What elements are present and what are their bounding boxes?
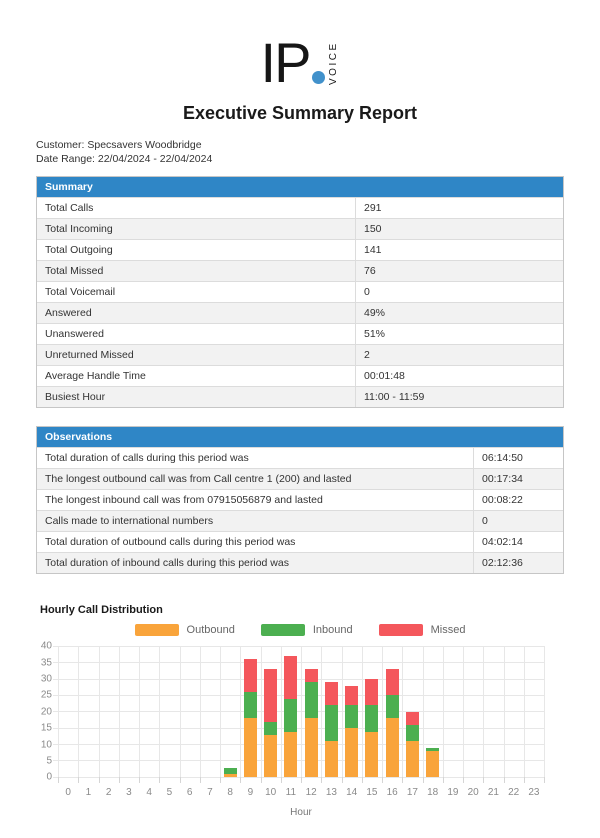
x-axis-labels (58, 784, 544, 798)
bar-segment-outbound (406, 741, 419, 777)
y-axis-tick-label: 40 (40, 640, 52, 652)
x-axis-tick-label: 1 (85, 787, 92, 799)
x-axis-tick (99, 777, 100, 783)
table-row (37, 365, 563, 386)
row-value: 150 (364, 223, 382, 236)
bar-hour-10 (261, 646, 281, 777)
chart-plot-area (40, 640, 544, 783)
table-row (37, 302, 563, 323)
x-axis-tick (78, 777, 79, 783)
x-axis-tick (261, 777, 262, 783)
y-axis-tick-label: 0 (46, 771, 52, 783)
bar-hour-15 (362, 646, 382, 777)
bar-hour-21 (483, 646, 503, 777)
bar-hour-8 (220, 646, 240, 777)
bar-segment-missed (284, 656, 297, 699)
x-axis-title: Hour (290, 807, 312, 819)
row-label: Total Missed (37, 261, 356, 281)
x-axis-tick-label: 18 (427, 787, 439, 799)
summary-table (36, 176, 564, 408)
bar-segment-inbound (325, 705, 338, 741)
row-label: The longest inbound call was from 07915056879 and lasted (37, 490, 474, 510)
x-axis-tick (483, 777, 484, 783)
bar-hour-9 (240, 646, 260, 777)
row-value: 51% (364, 328, 386, 341)
bar-segment-outbound (365, 732, 378, 778)
row-label: Total Outgoing (37, 240, 356, 260)
x-axis-tick-label: 15 (366, 787, 378, 799)
table-row (37, 386, 563, 407)
legend-swatch-inbound (261, 624, 305, 636)
y-axis-tick-label: 10 (40, 739, 52, 751)
bar-hour-2 (99, 646, 119, 777)
row-value: 49% (364, 307, 386, 320)
bar-segment-inbound (264, 722, 277, 735)
date-range-line: Date Range: 22/04/2024 - 22/04/2024 (36, 153, 213, 166)
x-axis-tick (382, 777, 383, 783)
x-axis-tick-label: 2 (105, 787, 112, 799)
legend-swatch-missed (379, 624, 423, 636)
legend-label: Outbound (186, 624, 235, 637)
bar-segment-inbound (284, 699, 297, 732)
legend-label: Inbound (312, 624, 353, 637)
y-axis-tick-label: 5 (46, 755, 52, 767)
observations-table-body (37, 447, 563, 573)
bar-hour-0 (58, 646, 78, 777)
table-row (37, 239, 563, 260)
y-axis-tick-label: 20 (40, 706, 52, 718)
bar-hour-4 (139, 646, 159, 777)
x-axis-tick (463, 777, 464, 783)
x-axis-tick (58, 777, 59, 783)
bar-segment-outbound (325, 741, 338, 777)
observations-table (36, 426, 564, 574)
x-axis-tick-label: 9 (247, 787, 254, 799)
x-axis-tick (200, 777, 201, 783)
x-axis-tick (159, 777, 160, 783)
legend-item-outbound (135, 624, 235, 636)
y-axis-tick-label: 35 (40, 657, 52, 669)
row-value: 0 (482, 515, 488, 528)
table-row (37, 260, 563, 281)
bar-segment-missed (365, 679, 378, 705)
x-axis-tick (240, 777, 241, 783)
bars-layer (58, 646, 544, 777)
table-row (37, 218, 563, 239)
bar-segment-inbound (244, 692, 257, 718)
row-value: 00:01:48 (364, 370, 405, 383)
row-value: 00:08:22 (482, 494, 523, 507)
bar-hour-12 (301, 646, 321, 777)
bar-segment-outbound (284, 732, 297, 778)
x-axis-tick (423, 777, 424, 783)
row-value: 0 (364, 286, 370, 299)
table-row (37, 468, 563, 489)
x-axis-tick (301, 777, 302, 783)
x-axis-tick-label: 6 (186, 787, 193, 799)
bar-hour-23 (524, 646, 544, 777)
x-axis-tick-label: 16 (386, 787, 398, 799)
logo-text: IP (260, 31, 310, 95)
row-label: Unreturned Missed (37, 345, 356, 365)
row-label: Calls made to international numbers (37, 511, 474, 531)
observations-table-header: Observations (37, 427, 563, 447)
legend-label: Missed (430, 624, 466, 637)
x-axis-tick-label: 13 (325, 787, 337, 799)
bar-segment-missed (325, 682, 338, 705)
table-row (37, 281, 563, 302)
row-value: 04:02:14 (482, 536, 523, 549)
y-axis-tick-label: 30 (40, 673, 52, 685)
table-row (37, 447, 563, 468)
table-row (37, 323, 563, 344)
x-axis-tick (342, 777, 343, 783)
x-axis-tick-label: 3 (126, 787, 132, 799)
bar-hour-6 (180, 646, 200, 777)
chart-legend (0, 624, 600, 636)
row-label: Average Handle Time (37, 366, 356, 386)
summary-table-header: Summary (37, 177, 563, 197)
x-axis-tick-label: 23 (528, 787, 540, 799)
x-axis-ticks (58, 777, 544, 784)
table-row (37, 489, 563, 510)
bar-segment-outbound (426, 751, 439, 777)
x-axis-tick-label: 12 (305, 787, 317, 799)
bar-segment-inbound (406, 725, 419, 741)
ipvoice-logo (0, 26, 600, 95)
table-row (37, 197, 563, 218)
x-axis-tick (180, 777, 181, 783)
report-meta (36, 138, 564, 166)
table-row (37, 552, 563, 573)
row-label: Busiest Hour (37, 387, 356, 407)
table-row (37, 531, 563, 552)
x-axis-tick-label: 11 (285, 787, 297, 799)
bar-segment-missed (264, 669, 277, 721)
bar-hour-17 (402, 646, 422, 777)
x-axis-tick-label: 22 (508, 787, 520, 799)
bar-segment-outbound (264, 735, 277, 778)
summary-table-body (37, 197, 563, 407)
row-label: Total Incoming (37, 219, 356, 239)
x-axis-tick-label: 8 (227, 787, 233, 799)
bar-hour-11 (281, 646, 301, 777)
bar-segment-inbound (365, 705, 378, 731)
bar-hour-19 (443, 646, 463, 777)
page-title: Executive Summary Report (182, 103, 418, 123)
row-value: 2 (364, 349, 370, 362)
x-axis-tick (321, 777, 322, 783)
bar-hour-13 (321, 646, 341, 777)
x-axis-tick-label: 14 (346, 787, 358, 799)
row-label: Total Calls (37, 198, 356, 218)
row-label: Unanswered (37, 324, 356, 344)
bar-hour-20 (463, 646, 483, 777)
logo-vertical-text: VOICE (328, 41, 340, 85)
row-label: Answered (37, 303, 356, 323)
x-axis-tick-label: 7 (207, 787, 213, 799)
bar-segment-outbound (244, 718, 257, 777)
row-value: 291 (364, 202, 382, 215)
customer-line: Customer: Specsavers Woodbridge (36, 139, 202, 151)
logo-dot-icon (312, 71, 325, 84)
bar-segment-missed (406, 712, 419, 725)
table-row (37, 344, 563, 365)
x-axis-tick-label: 5 (166, 787, 173, 799)
bar-hour-18 (423, 646, 443, 777)
row-label: The longest outbound call was from Call centre 1 (200) and lasted (37, 469, 474, 489)
x-axis-tick (139, 777, 140, 783)
row-value: 00:17:34 (482, 473, 523, 486)
x-axis-tick (119, 777, 120, 783)
gridline-vertical (544, 646, 545, 777)
bar-segment-missed (244, 659, 257, 692)
y-axis-tick-label: 25 (40, 689, 52, 701)
row-value: 76 (364, 265, 376, 278)
x-axis-tick (504, 777, 505, 783)
y-axis-tick-label: 15 (40, 722, 52, 734)
x-axis-tick-label: 19 (447, 787, 459, 799)
x-axis-tick (544, 777, 545, 783)
row-label: Total duration of calls during this period was (37, 448, 474, 468)
bar-segment-outbound (305, 718, 318, 777)
bar-segment-inbound (345, 705, 358, 728)
bar-hour-14 (342, 646, 362, 777)
x-axis-tick (281, 777, 282, 783)
row-value: 02:12:36 (482, 557, 523, 570)
row-value: 141 (364, 244, 382, 257)
row-label: Total duration of inbound calls during this period was (37, 553, 474, 573)
bar-segment-missed (345, 686, 358, 706)
legend-item-missed (379, 624, 466, 636)
bar-hour-1 (78, 646, 98, 777)
bar-hour-7 (200, 646, 220, 777)
bar-hour-3 (119, 646, 139, 777)
x-axis-tick-label: 20 (467, 787, 479, 799)
x-axis-tick-label: 0 (65, 787, 71, 799)
x-axis-tick-label: 17 (406, 787, 418, 799)
bar-segment-missed (305, 669, 318, 682)
row-value: 06:14:50 (482, 452, 523, 465)
bar-segment-missed (386, 669, 399, 695)
row-label: Total Voicemail (37, 282, 356, 302)
x-axis-tick (220, 777, 221, 783)
row-value: 11:00 - 11:59 (364, 391, 425, 404)
bar-segment-inbound (386, 695, 399, 718)
bar-segment-inbound (305, 682, 318, 718)
x-axis-tick-label: 4 (146, 787, 152, 799)
bar-segment-outbound (345, 728, 358, 777)
chart-title: Hourly Call Distribution (40, 604, 163, 617)
x-axis-tick (524, 777, 525, 783)
x-axis-tick-label: 21 (487, 787, 499, 799)
bar-segment-outbound (386, 718, 399, 777)
table-row (37, 510, 563, 531)
x-axis-tick (402, 777, 403, 783)
legend-item-inbound (261, 624, 353, 636)
row-label: Total duration of outbound calls during this period was (37, 532, 474, 552)
legend-swatch-outbound (135, 624, 179, 636)
bar-hour-16 (382, 646, 402, 777)
x-axis-tick (362, 777, 363, 783)
bar-hour-22 (504, 646, 524, 777)
x-axis-tick (443, 777, 444, 783)
x-axis-tick-label: 10 (265, 787, 277, 799)
bar-hour-5 (159, 646, 179, 777)
report-page (0, 26, 600, 838)
